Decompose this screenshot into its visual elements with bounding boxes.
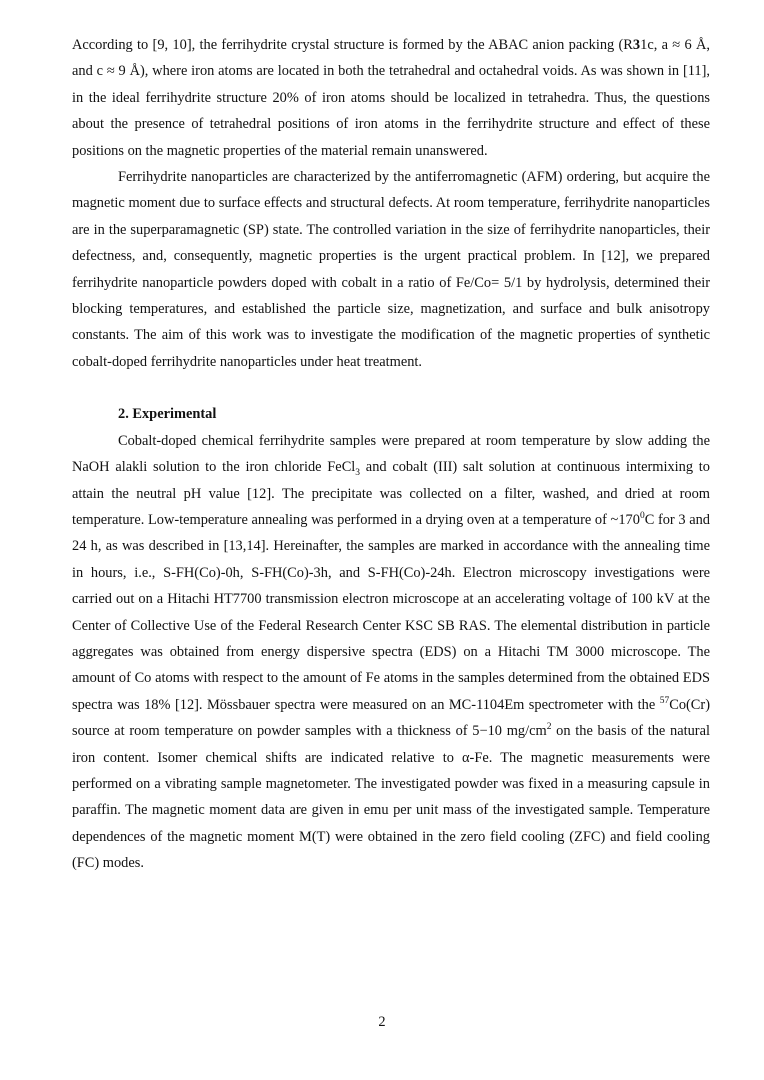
fecl3-subscript: 3 [355, 467, 361, 478]
ferrihydrite-paragraph: Ferrihydrite nanoparticles are characterized by the antiferromagnetic (AFM) ordering, but acquire the magnetic moment due to surface effects and structural defects. At room temperature, ferrihydrite nanoparticles are in the superparamagnetic (SP) state. The controlled variation in the size of ferrihydrite nanoparticles, their defectness, and, consequently, magnetic properties is the urgent practical problem. In [12], we prepared ferrihydrite nanoparticle powders doped with cobalt in a ratio of Fe/Co= 5/1 by hydrolysis, determined their blocking temperatures, and established the particle size, magnetization, and surface and bulk anisotropy constants. The aim of this work was to investigate the modification of the magnetic properties of synthetic cobalt-doped ferrihydrite nanoparticles under heat treatment. [72, 169, 710, 370]
intro-text-part-1: According to [9, 10], the ferrihydrite crystal structure is formed by the ABAC anion packing (R [72, 37, 633, 53]
cm2-superscript: 2 [546, 722, 552, 733]
degree-superscript: 0 [639, 511, 645, 522]
experimental-paragraph [72, 428, 710, 877]
isotope-superscript: 57 [659, 695, 670, 706]
exp-text-b: and cobalt (III) salt solution at continuous intermixing to attain the neutral pH value [12]. The precipitate was collected on a filter, washed, and dried at room temperature. Low-temperature annealing was performed in a drying oven at a temperature of ~170 [72, 459, 710, 528]
exp-text-d: Co(Cr) source at room temperature on powder samples with a thickness of 5−10 mg/cm [72, 696, 710, 740]
section-spacer [72, 375, 710, 401]
page-body [72, 32, 710, 877]
section-heading-experimental: 2. Experimental [118, 406, 217, 423]
exp-text-e: on the basis of the natural iron content. Isomer chemical shifts are indicated relative to α-Fe. The magnetic measurements were performed on a vibrating sample magnetometer. The investigated powder was fixed in a measuring capsule in paraffin. The magnetic moment data are given in emu per unit mass of the investigated sample. Temperature dependences of the magnetic moment M(T) were obtained in the zero field cooling (ZFC) and field cooling (FC) modes. [72, 723, 710, 872]
exp-text-c: C for 3 and 24 h, as was described in [13,14]. Hereinafter, the samples are marked in accordance with the annealing time in hours, i.e., S-FH(Co)-0h, S-FH(Co)-3h, and S-FH(Co)-24h. Electron microscopy investigations were carried out on a Hitachi HT7700 transmission electron microscope at an accelerating voltage of 100 kV at the Center of Collective Use of the Federal Research Center KSC SB RAS. The elemental distribution in particle aggregates was obtained from energy dispersive spectra (EDS) on a Hitachi TM 3000 microscope. The amount of Co atoms with respect to the amount of Fe atoms in the samples determined from the obtained EDS spectra was 18% [12]. Mössbauer spectra were measured on an MC-1104Em spectrometer with the [72, 511, 711, 713]
intro-paragraph [72, 32, 710, 164]
exp-text-a: Cobalt-doped chemical ferrihydrite samples were prepared at room temperature by slow adding the NaOH alakli solution to the iron chloride FeCl [72, 432, 710, 476]
space-group-number: 3 [632, 37, 641, 53]
intro-text-part-2: 1c, a ≈ 6 Å, and c ≈ 9 Å), where iron atoms are located in both the tetrahedral and octahedral voids. As was shown in [11], in the ideal ferrihydrite structure 20% of iron atoms should be localized in tetrahedra. Thus, the questions about the presence of tetrahedral positions of iron atoms in the ferrihydrite structure and effect of these positions on the magnetic properties of the material remain unanswered. [72, 37, 710, 159]
page-number: 2 [378, 1014, 386, 1030]
